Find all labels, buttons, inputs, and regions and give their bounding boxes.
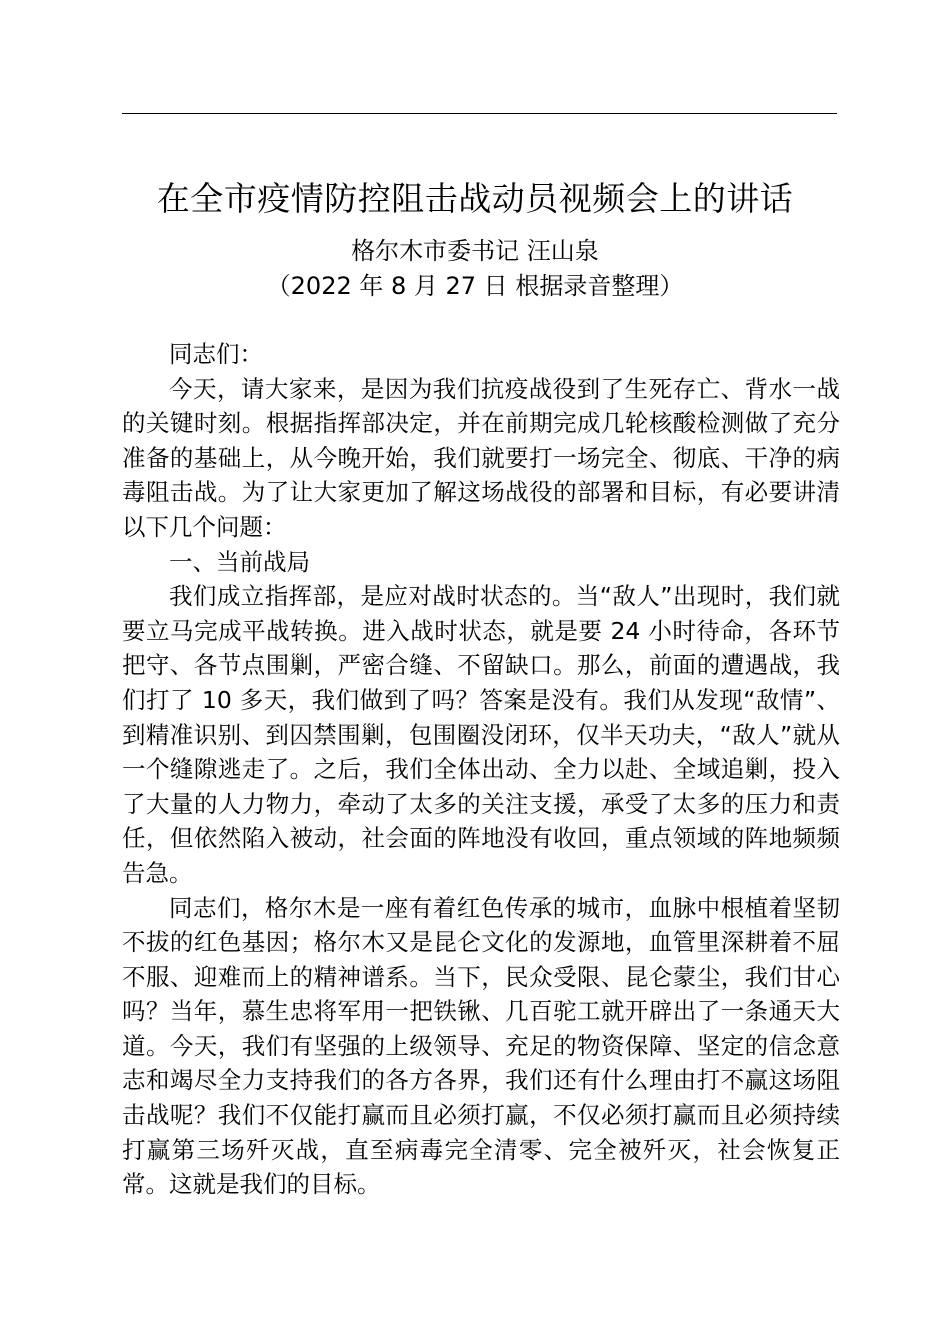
section-heading: 一、当前战局: [169, 547, 310, 576]
author-line: 格尔木市委书记 汪山泉: [351, 237, 599, 265]
body-paragraph: 同志们，格尔木是一座有着红色传承的城市，血脉中根植着坚韧不拔的红色基因；格尔木又是昆仑文化的发源地，血管里深耕着不屈不服、迎难而上的精神谱系。当下，民众受限、昆仑蒙尘，我们甘心吗？当年，慕生忠将军用一把铁锹、几百驼工就开辟出了一条通天大道。今天，我们有坚强的上级领导、充足的物资保障、坚定的信念意志和竭尽全力支持我们的各方各界，我们还有什么理由打不赢这场阻击战呢？我们不仅能打赢而且必须打赢，不仅必须打赢而且必须持续打赢第三场歼灭战，直至病毒完全清零、完全被歼灭，社会恢复正常。这就是我们的目标。: [122, 893, 840, 1199]
date-note: （2022 年 8 月 27 日 根据录音整理）: [266, 272, 684, 300]
page-title: 在全市疫情防控阻击战动员视频会上的讲话: [156, 179, 794, 218]
body-paragraph: 我们成立指挥部，是应对战时状态的。当“敌人”出现时，我们就要立马完成平战转换。进入战时状态，就是要 24 小时待命，各环节把守、各节点围剿，严密合缝、不留缺口。那么，前面的遭遇战，我们打了 10 多天，我们做到了吗？答案是没有。我们从发现“敌情”、到精准识别、到囚禁围剿，包围圈没闭环，仅半天功夫，“敌人”就从一个缝隙逃走了。之后，我们全体出动、全力以赴、全域追剿，投入了大量的人力物力，牵动了太多的关注支援，承受了太多的压力和责任，但依然陷入被动，社会面的阵地没有收回，重点领域的阵地频频告急。: [122, 582, 840, 887]
header-rule: [122, 113, 837, 114]
speech-body: [122, 337, 840, 1202]
salutation: 同志们：: [169, 340, 263, 368]
body-paragraph: 今天，请大家来，是因为我们抗疫战役到了生死存亡、背水一战的关键时刻。根据指挥部决定，并在前期完成几轮核酸检测做了充分准备的基础上，从今晚开始，我们就要打一场完全、彻底、干净的病毒阻击战。为了让大家更加了解这场战役的部署和目标，有必要讲清以下几个问题：: [122, 374, 840, 541]
